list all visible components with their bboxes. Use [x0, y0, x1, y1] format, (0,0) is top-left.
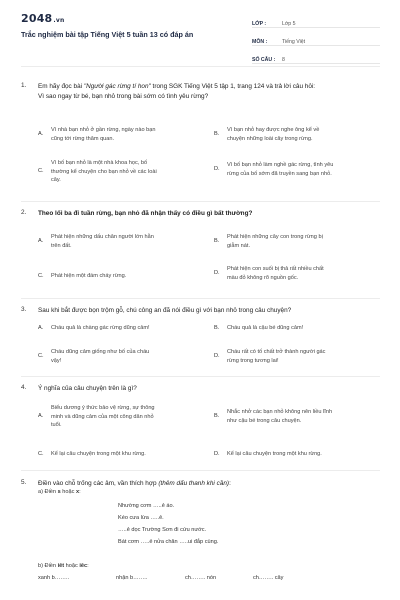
question-2 — [21, 209, 380, 299]
question-number: 2. — [21, 209, 27, 216]
part-a-mid: hoặc — [60, 489, 76, 495]
option-line: Cháu quả là chàng gác rừng dũng cảm! — [51, 325, 150, 331]
document-title: Trắc nghiệm bài tập Tiếng Việt 5 tuần 13 có đáp án — [21, 30, 194, 39]
question-number: 1. — [21, 82, 27, 89]
option-letter: B. — [214, 238, 220, 244]
option-line: rừng trong tương lai! — [227, 357, 279, 364]
option-letter: C. — [38, 451, 44, 457]
option-text — [227, 324, 303, 333]
option-text — [51, 450, 146, 459]
option-line: Vì bạn nhỏ hay được nghe ông kể về — [227, 127, 320, 133]
option-line: Kể lại câu chuyện trong một khu rừng. — [51, 451, 146, 457]
option-text — [227, 408, 332, 425]
meta-row-subject — [252, 32, 380, 46]
option-line: giẫm nát. — [227, 242, 251, 249]
option-letter: A. — [38, 413, 44, 419]
part-b-rhyme: iêt — [57, 563, 65, 569]
part-b-mid: hoặc — [64, 563, 80, 569]
question-text-part: Em hãy đọc bài — [38, 83, 84, 90]
option-text — [51, 348, 149, 365]
option-text — [51, 159, 157, 185]
option-text — [51, 324, 150, 333]
option-letter: B. — [214, 131, 220, 137]
option-line: minh và dũng cảm của một công dân nhỏ — [51, 413, 154, 420]
option-text — [227, 126, 319, 143]
part-a-prefix: a) Điền — [38, 489, 58, 495]
fill-item[interactable]: xanh b…….. — [38, 575, 70, 581]
option-letter: A. — [38, 131, 44, 137]
option-text — [227, 161, 333, 178]
option-letter: A. — [38, 325, 44, 331]
question-text-italic: (thêm dấu thanh khi cần) — [158, 480, 230, 487]
question-text-italic: "Người gác rừng tí hon" — [83, 83, 151, 90]
fill-line[interactable]: …..ẻ dọc Trường Sơn đi cứu nước. — [118, 527, 207, 533]
option-line: như cậu bé trong câu chuyện. — [227, 417, 302, 424]
question-text — [38, 479, 378, 489]
fill-line[interactable]: Bát cơm …..ẻ nửa chăn …..ui đắp cùng. — [118, 539, 219, 545]
meta-label: MÔN : — [252, 39, 268, 45]
option-line: Biểu dương ý thức bảo vệ rừng, sự thông — [51, 405, 155, 411]
part-a-letter: x — [75, 489, 80, 495]
meta-label: LỚP : — [252, 21, 267, 27]
meta-value: Lớp 5 — [282, 21, 296, 27]
option-letter: A. — [38, 238, 44, 244]
option-line: Cháu dũng cảm giống như bố của cháu — [51, 349, 150, 355]
part-b-rhyme: iêc — [79, 563, 88, 569]
option-line: chuyện những loài cây trong rừng. — [227, 135, 313, 142]
meta-value: Tiếng Việt — [282, 39, 306, 45]
option-line: cũng tới rừng thăm quan. — [51, 135, 115, 142]
question-divider — [21, 470, 380, 471]
meta-label: SỐ CÂU : — [252, 57, 276, 63]
question-divider — [21, 298, 380, 299]
option-letter: C. — [38, 353, 44, 359]
option-text — [51, 233, 154, 250]
fill-line[interactable]: Kéo cưa lừa …..ẻ. — [118, 515, 164, 521]
fill-item[interactable]: ch…….. cây — [253, 575, 284, 581]
option-line: Phát hiện những cây con trong rừng bị — [227, 234, 323, 240]
brand-logo[interactable] — [21, 12, 64, 25]
brand-name: 2048 — [21, 12, 53, 25]
question-4 — [21, 384, 380, 469]
question-subtext: Vì sao ngay từ bé, bạn nhỏ trong bài sớm có tình yêu rừng? — [38, 92, 209, 100]
part-b-heading — [38, 563, 89, 569]
question-number: 4. — [21, 384, 27, 391]
option-text — [227, 265, 324, 282]
question-text: Ý nghĩa của câu chuyện trên là gì? — [38, 385, 137, 392]
option-letter: B. — [214, 413, 220, 419]
question-text: Sau khi bắt được bọn trộm gỗ, chú công an đã nói điều gì với bạn nhỏ trong câu chuyện? — [38, 307, 292, 314]
part-b-prefix: b) Điền — [38, 563, 58, 569]
fill-item[interactable]: ch…….. nón — [185, 575, 217, 581]
part-b-suffix: : — [87, 563, 89, 569]
option-letter: C. — [38, 168, 44, 174]
option-text — [227, 450, 322, 459]
question-3 — [21, 306, 380, 381]
option-line: Vì bố bạn nhỏ làm nghề gác rừng, tình yêu — [227, 162, 334, 168]
question-number: 5. — [21, 479, 27, 486]
question-text-part: trong SGK Tiếng Việt 5 tập 1, trang 124 và trả lời câu hỏi: — [150, 83, 316, 90]
option-line: Kể lại câu chuyện trong một khu rừng. — [227, 451, 322, 457]
option-text — [227, 348, 325, 365]
option-line: Vì nhà bạn nhỏ ở gần rừng, ngày nào bạn — [51, 127, 156, 133]
option-letter: D. — [214, 353, 220, 359]
option-line: Cháu rất có tố chất trở thành người gác — [227, 349, 326, 355]
option-text — [51, 272, 126, 281]
question-1 — [21, 82, 380, 202]
option-line: vậy! — [51, 357, 62, 364]
question-text — [38, 82, 378, 101]
option-line: thường kể chuyện cho bạn nhỏ về các loài — [51, 168, 157, 175]
meta-info — [252, 14, 380, 68]
question-5 — [21, 479, 380, 594]
question-text-part: : — [229, 480, 231, 487]
option-line: Vì bố bạn nhỏ là một nhà khoa học, bố — [51, 160, 148, 166]
meta-value: 8 — [282, 57, 285, 63]
option-line: trên đất. — [51, 242, 72, 249]
option-text — [51, 404, 155, 430]
option-line: Phát hiện con suối bị thả rất nhiều chất — [227, 266, 324, 272]
part-a-suffix: : — [79, 489, 81, 495]
option-letter: D. — [214, 166, 220, 172]
fill-line[interactable]: Nhường cơm …..ẻ áo. — [118, 503, 175, 509]
option-line: Nhắc nhở các bạn nhỏ không nên liều lĩnh — [227, 409, 333, 415]
brand-tld: .vn — [53, 17, 65, 24]
option-line: Cháu quả là cậu bé dũng cảm! — [227, 325, 304, 331]
option-letter: D. — [214, 270, 220, 276]
question-number: 3. — [21, 306, 27, 313]
option-text — [51, 126, 155, 143]
option-line: cây. — [51, 177, 61, 184]
option-line: tuổi. — [51, 422, 62, 429]
part-a-heading — [38, 489, 81, 495]
option-letter: B. — [214, 325, 220, 331]
option-text — [227, 233, 323, 250]
option-line: Phát hiện một đám cháy rừng. — [51, 273, 127, 279]
meta-row-count — [252, 50, 380, 64]
meta-row-class — [252, 14, 380, 28]
question-divider — [21, 376, 380, 377]
question-text-part: Điền vào chỗ trống các âm, vần thích hợp — [38, 480, 159, 487]
option-line: Phát hiện những dấu chân người lớn hằn — [51, 234, 154, 240]
fill-item[interactable]: nhận b…….. — [116, 575, 148, 581]
question-text: Theo lối ba đi tuần rừng, bạn nhỏ đã nhận thấy có điều gì bất thường? — [38, 210, 253, 217]
option-letter: C. — [38, 273, 44, 279]
question-divider — [21, 201, 380, 202]
header-divider — [21, 66, 380, 67]
option-line: rừng của bố sớm đã truyền sang bạn nhỏ. — [227, 170, 332, 177]
part-a-letter: s — [57, 489, 61, 495]
option-letter: D. — [214, 451, 220, 457]
option-line: màu đỏ không rõ nguồn gốc. — [227, 274, 299, 281]
